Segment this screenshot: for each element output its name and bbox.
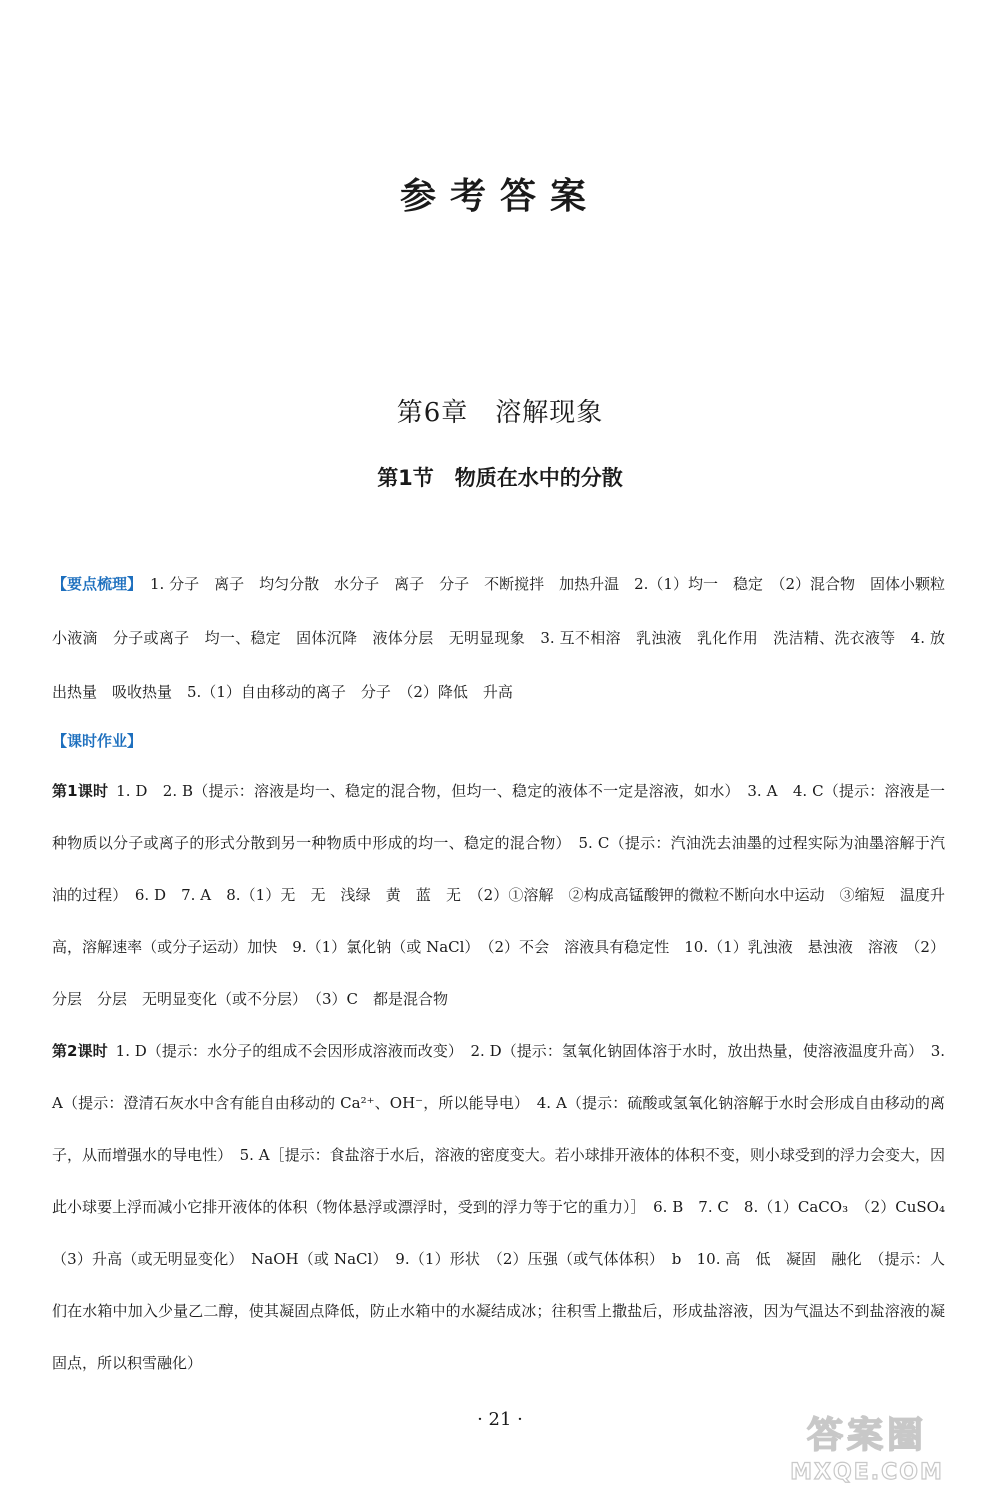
chapter-heading: 第6章 溶解现象 [396, 398, 604, 428]
lesson1-text: 1. D 2. B（提示：溶液是均一、稳定的混合物，但均一、稳定的液体不一定是溶液，如水） 3. A 4. C（提示：溶液是一种物质以分子或离子的形式分散到另一种物质中形成的均一、稳定的混合物） 5. C（提示：汽油洗去油墨的过程实际为油墨溶解于汽油的过程） 6. D 7. A 8.（1）无 无 浅绿 黄 蓝 无 （2）①溶解 ②构成高锰酸钾的微粒不断向水中运动 ③缩短 温度升高，溶解速率（或分子运动）加快 9.（1）氯化钠（或 NaCl） （2）不会 溶液具有稳定性 10.（1）乳浊液 悬浊液 溶液 （2）分层 分层 无明显变化（或不分层） （3）C 都是混合物 [52, 782, 945, 1008]
section-heading: 第1节 物质在水中的分散 [377, 466, 623, 490]
lesson2-text: 1. D（提示：水分子的组成不会因形成溶液而改变） 2. D（提示：氢氧化钠固体溶于水时，放出热量，使溶液温度升高） 3. A（提示：澄清石灰水中含有能自由移动的 Ca²⁺、OH⁻，所以能导电） 4. A（提示：硫酸或氢氧化钠溶解于水时会形成自由移动的离子，从而增强水的导电性） 5. A［提示：食盐溶于水后，溶液的密度变大。若小球排开液体的体积不变，则小球受到的浮力会变大，因此小球要上浮而减小它排开液体的体积（物体悬浮或漂浮时，受到的浮力等于它的重力）］ 6. B 7. C 8.（1）CaCO₃ （2）CuSO₄ （3）升高（或无明显变化） NaOH（或 NaCl） 9.（1）形状 （2）压强（或气体体积） b 10. 高 低 凝固 融化 （提示：人们在水箱中加入少量乙二醇，使其凝固点降低，防止水箱中的水凝结成冰；往积雪上撒盐后，形成盐溶液，因为气温达不到盐溶液的凝固点，所以积雪融化） [52, 1042, 961, 1372]
answer-content [52, 557, 961, 1389]
homework-tag: 【课时作业】 [52, 732, 143, 750]
svg-text:答案圈: 答案圈 [806, 1415, 928, 1456]
summary-paragraph [52, 557, 961, 719]
summary-tag: 【要点梳理】 [52, 575, 143, 593]
lesson2-label: 第2课时 [52, 1042, 108, 1060]
homework-heading [52, 721, 945, 761]
page-title: 参考答案 [399, 176, 600, 217]
lesson2-paragraph [52, 1025, 961, 1389]
svg-text:MXQE.COM: MXQE.COM [790, 1460, 944, 1485]
page-number: · 21 · [477, 1409, 523, 1430]
lesson1-label: 第1课时 [52, 782, 109, 800]
watermark-logo [752, 1405, 982, 1485]
summary-text: 1. 分子 离子 均匀分散 水分子 离子 分子 不断搅拌 加热升温 2.（1）均一 稳定 （2）混合物 固体小颗粒 小液滴 分子或离子 均一、稳定 固体沉降 液体分层 无明显现象 3. 互不相溶 乳浊液 乳化作用 洗洁精、洗衣液等 4. 放出热量 吸收热量 5.（1）自由移动的离子 分子 （2）降低 升高 [52, 575, 961, 701]
lesson1-paragraph [52, 765, 945, 1025]
